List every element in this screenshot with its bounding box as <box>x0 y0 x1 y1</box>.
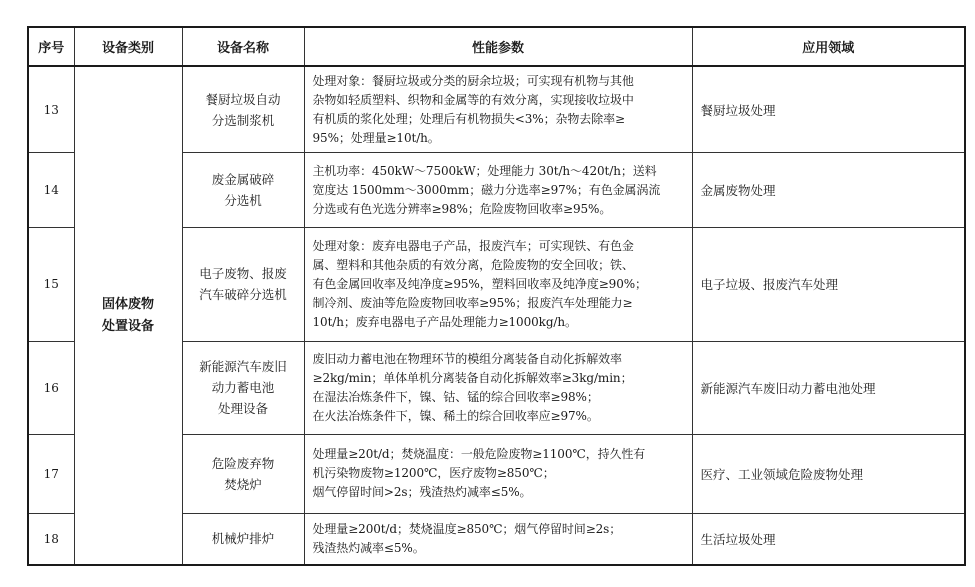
table-row <box>28 66 965 153</box>
row-application: 新能源汽车废旧动力蓄电池处理 <box>692 341 965 434</box>
row-params: 主机功率：450kW～7500kW；处理能力 30t/h～420t/h；送料 宽度达 1500mm～3000mm；磁力分选率≥97%；有色金属涡流 分选或有色光选分辨率≥98%；危险废物回收率≥95%。 <box>304 153 692 228</box>
row-seq: 17 <box>28 435 74 514</box>
row-params: 废旧动力蓄电池在物理环节的模组分离装备自动化拆解效率 ≥2kg/min；单体单机分离装备自动化拆解效率≥3kg/min； 在湿法冶炼条件下，镍、钴、锰的综合回收率≥98%； 在火法冶炼条件下，镍、稀土的综合回收率应≥97%。 <box>304 341 692 434</box>
category-cell <box>74 66 182 565</box>
row-params: 处理对象：废弃电器电子产品，报废汽车；可实现铁、有色金 属、塑料和其他杂质的有效分离，危险废物的安全回收；铁、 有色金属回收率及纯净度≥95%，塑料回收率及纯净度≥90%； 制冷剂、废油等危险废物回收率≥95%；报废汽车处理能力≥ 10t/h；废弃电器电子产品处理能力≥1000kg/h。 <box>304 227 692 341</box>
row-name: 新能源汽车废旧 动力蓄电池 处理设备 <box>182 341 304 434</box>
row-params: 处理对象：餐厨垃圾或分类的厨余垃圾；可实现有机物与其他 杂物如轻质塑料、织物和金属等的有效分离，实现接收垃圾中 有机质的浆化处理；处理后有机物损失<3%；杂物去除率≥ 95%；处理量≥10t/h。 <box>304 66 692 153</box>
row-application: 医疗、工业领域危险废物处理 <box>692 435 965 514</box>
row-seq: 14 <box>28 153 74 228</box>
header-params: 性能参数 <box>304 27 692 66</box>
row-seq: 15 <box>28 227 74 341</box>
row-name: 餐厨垃圾自动 分选制浆机 <box>182 66 304 153</box>
header-seq: 序号 <box>28 27 74 66</box>
header-category: 设备类别 <box>74 27 182 66</box>
header-application: 应用领域 <box>692 27 965 66</box>
row-seq: 18 <box>28 513 74 565</box>
header-row <box>28 27 965 66</box>
row-params: 处理量≥20t/d；焚烧温度：一般危险废物≥1100℃，持久性有 机污染物废物≥1200℃，医疗废物≥850℃； 烟气停留时间>2s；残渣热灼减率≤5%。 <box>304 435 692 514</box>
row-name: 电子废物、报废 汽车破碎分选机 <box>182 227 304 341</box>
category-label: 固体废物 处置设备 <box>101 296 154 334</box>
row-name: 废金属破碎 分选机 <box>182 153 304 228</box>
row-seq: 16 <box>28 341 74 434</box>
row-application: 电子垃圾、报废汽车处理 <box>692 227 965 341</box>
row-name: 危险废弃物 焚烧炉 <box>182 435 304 514</box>
header-name: 设备名称 <box>182 27 304 66</box>
row-application: 餐厨垃圾处理 <box>692 66 965 153</box>
row-seq: 13 <box>28 66 74 153</box>
row-application: 金属废物处理 <box>692 153 965 228</box>
row-params: 处理量≥200t/d；焚烧温度≥850℃；烟气停留时间≥2s； 残渣热灼减率≤5%。 <box>304 513 692 565</box>
row-name: 机械炉排炉 <box>182 513 304 565</box>
row-application: 生活垃圾处理 <box>692 513 965 565</box>
equipment-table <box>27 26 966 566</box>
